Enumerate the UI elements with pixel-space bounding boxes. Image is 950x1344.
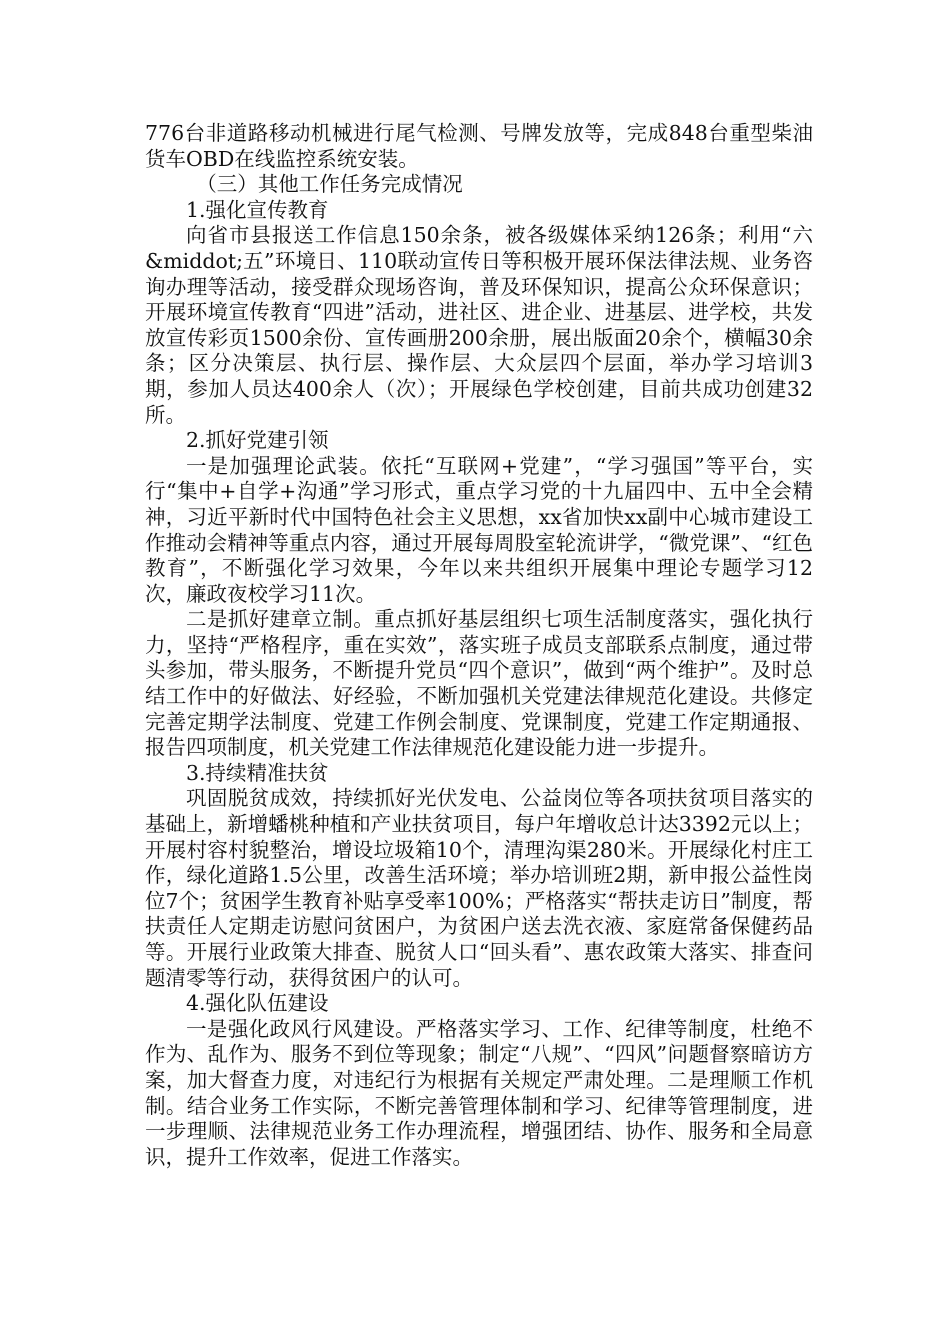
paragraph-institutions: 二是抓好建章立制。重点抓好基层组织七项生活制度落实，强化执行力，坚持“严格程序，重在实效”，落实班子成员支部联系点制度，通过带头参加，带头服务，不断提升党员“四个意识”，做到“两个维护”。及时总结工作中的好做法、好经验，不断加强机关党建法律规范化建设。共修定完善定期学法制度、党建工作例会制度、党课制度，党建工作定期通报、报告四项制度，机关党建工作法律规范化建设能力进一步提升。 <box>145 607 813 760</box>
subheading-party-building: 2.抓好党建引领 <box>186 428 329 453</box>
section-heading-3: （三）其他工作任务完成情况 <box>196 172 463 197</box>
paragraph-team: 一是强化政风行风建设。严格落实学习、工作、纪律等制度，杜绝不作为、乱作为、服务不到位等现象；制定“八规”、“四风”问题督察暗访方案，加大督查力度，对违纪行为根据有关规定严肃处理。二是理顺工作机制。结合业务工作实际，不断完善管理体制和学习、纪律等管理制度，进一步理顺、法律规范业务工作办理流程，增强团结、协作、服务和全局意识，提升工作效率，促进工作落实。 <box>145 1016 813 1169</box>
paragraph-poverty: 巩固脱贫成效，持续抓好光伏发电、公益岗位等各项扶贫项目落实的基础上，新增蟠桃种植和产业扶贫项目，每户年增收总计达3392元以上；开展村容村貌整治，增设垃圾箱10个，清理沟渠280米。开展绿化村庄工作，绿化道路1.5公里，改善生活环境；举办培训班2期，新申报公益性岗位7个；贫困学生教育补贴享受率100%；严格落实“帮扶走访日”制度，帮扶责任人定期走访慰问贫困户，为贫困户送去洗衣液、家庭常备保健药品等。开展行业政策大排查、脱贫人口“回头看”、惠农政策大落实、排查问题清零等行动，获得贫困户的认可。 <box>145 786 813 990</box>
document-body <box>145 121 813 1170</box>
subheading-publicity: 1.强化宣传教育 <box>186 197 329 222</box>
subheading-poverty: 3.持续精准扶贫 <box>186 760 329 785</box>
paragraph-continued: 776台非道路移动机械进行尾气检测、号牌发放等，完成848台重型柴油货车OBD在线监控系统安装。 <box>145 121 813 171</box>
paragraph-theory: 一是加强理论武装。依托“互联网+党建”，“学习强国”等平台，实行“集中+自学+沟通”学习形式，重点学习党的十九届四中、五中全会精神，习近平新时代中国特色社会主义思想，xx省加快xx副中心城市建设工作推动会精神等重点内容，通过开展每周股室轮流讲学，“微党课”、“红色教育”，不断强化学习效果，今年以来共组织开展集中理论专题学习12次，廉政夜校学习11次。 <box>145 453 813 606</box>
subheading-team: 4.强化队伍建设 <box>186 991 329 1016</box>
paragraph-publicity: 向省市县报送工作信息150余条，被各级媒体采纳126条；利用“六&middot;五”环境日、110联动宣传日等积极开展环保法律法规、业务咨询办理等活动，接受群众现场咨询，普及环保知识，提高公众环保意识；开展环境宣传教育“四进”活动，进社区、进企业、进基层、进学校，共发放宣传彩页1500余份、宣传画册200余册，展出版面20余个，横幅30余条；区分决策层、执行层、操作层、大众层四个层面，举办学习培训3期，参加人员达400余人（次）；开展绿色学校创建，目前共成功创建32所。 <box>145 223 813 427</box>
